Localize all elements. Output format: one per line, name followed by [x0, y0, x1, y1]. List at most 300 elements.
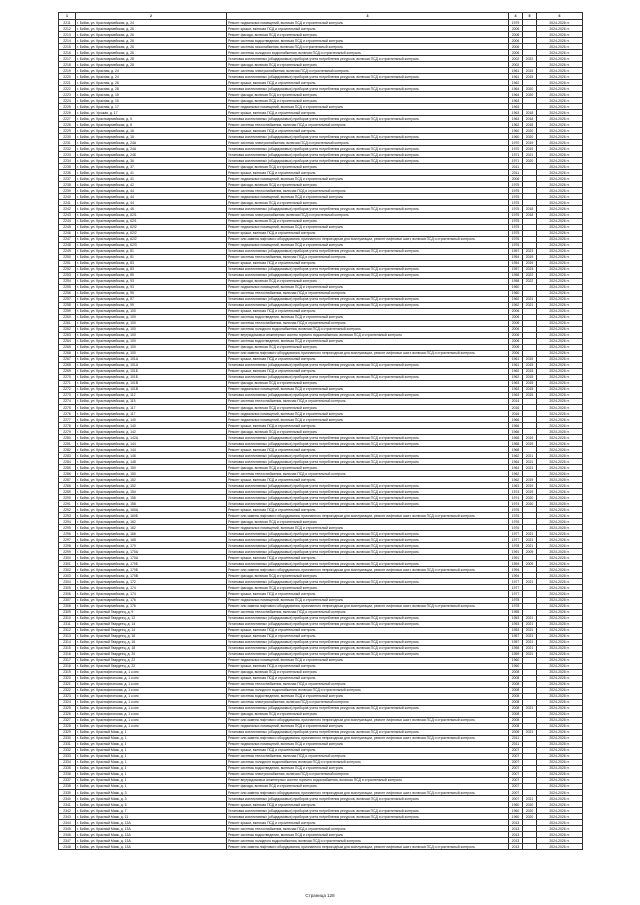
- period-cell: 2024-2026 гг.: [537, 441, 583, 447]
- period-cell: 2024-2026 гг.: [537, 657, 583, 663]
- build-year-cell: 1962: [509, 122, 523, 128]
- period-cell: 2024-2026 гг.: [537, 832, 583, 838]
- row-number: 2221: [59, 80, 76, 86]
- row-number: 2270: [59, 374, 76, 380]
- address-cell: г. Бийск, ул. Красный Маяк, д. 1: [76, 753, 227, 759]
- period-cell: 2024-2026 гг.: [537, 344, 583, 350]
- period-cell: 2024-2026 гг.: [537, 146, 583, 152]
- address-cell: г. Бийск, ул. Красный Гвардеец, д. 9: [76, 609, 227, 615]
- row-number: 2338: [59, 783, 76, 789]
- period-cell: 2024-2026 гг.: [537, 230, 583, 236]
- work-type-cell: Ремонт системы теплоснабжения, включая ПСД и строительный контроль: [227, 609, 509, 615]
- build-year-cell: 1970: [509, 140, 523, 146]
- work-type-cell: Ремонт подвальных помещений, включая ПСД и строительный контроль: [227, 20, 509, 26]
- period-cell: 2024-2026 гг.: [537, 206, 583, 212]
- address-cell: г. Бийск, ул. Красноармейская, д. 101А: [76, 356, 227, 362]
- address-cell: г. Бийск, ул. Красный Маяк, д. 1: [76, 783, 227, 789]
- period-cell: 2024-2026 гг.: [537, 435, 583, 441]
- work-type-cell: Ремонт фасада, включая ПСД и строительный контроль: [227, 182, 509, 188]
- work-type-cell: Ремонт крыши, включая ПСД и строительный контроль: [227, 477, 509, 483]
- work-type-cell: Ремонт крыши, включая ПСД и строительный контроль: [227, 627, 509, 633]
- row-number: 2348: [59, 844, 76, 850]
- row-number: 2344: [59, 820, 76, 826]
- work-type-cell: Ремонт подвальных помещений, включая ПСД и строительный контроль: [227, 176, 509, 182]
- address-cell: г. Бийск, ул. Красный Гвардеец, д. 22: [76, 663, 227, 669]
- work-type-cell: Ремонт подвальных помещений, включая ПСД и строительный контроль: [227, 224, 509, 230]
- row-number: 2263: [59, 332, 76, 338]
- build-year-cell: 1957: [509, 248, 523, 254]
- address-cell: г. Бийск, ул. Красноармейская, д. 162: [76, 519, 227, 525]
- build-year-cell: 1962: [509, 296, 523, 302]
- last-repair-year-cell: 2015: [523, 392, 537, 398]
- address-cell: г. Бийск, ул. Красноармейская, д. 100: [76, 350, 227, 356]
- period-cell: 2024-2026 гг.: [537, 808, 583, 814]
- address-cell: г. Бийск, ул. Красноармейская, д. 172: [76, 579, 227, 585]
- period-cell: 2024-2026 гг.: [537, 32, 583, 38]
- address-cell: г. Бийск, ул. Красноармейская, д. 42: [76, 182, 227, 188]
- build-year-cell: 1975: [509, 224, 523, 230]
- row-number: 2226: [59, 110, 76, 116]
- last-repair-year-cell: [523, 844, 537, 850]
- build-year-cell: 1971: [509, 158, 523, 164]
- row-number: 2249: [59, 248, 76, 254]
- build-year-cell: 1978: [509, 597, 523, 603]
- row-number: 2225: [59, 104, 76, 110]
- last-repair-year-cell: 2015: [523, 74, 537, 80]
- address-cell: г. Бийск, ул. Красноармейская, д. 62/1: [76, 212, 227, 218]
- page-footer: Страница 128: [305, 893, 335, 898]
- row-number: 2281: [59, 441, 76, 447]
- row-number: 2235: [59, 164, 76, 170]
- build-year-cell: 1977: [509, 579, 523, 585]
- period-cell: 2024-2026 гг.: [537, 26, 583, 32]
- build-year-cell: 1977: [509, 537, 523, 543]
- build-year-cell: 2007: [509, 747, 523, 753]
- row-number: 2273: [59, 392, 76, 398]
- row-number: 2237: [59, 176, 76, 182]
- address-cell: г. Бийск, ул. Красный Маяк, д. 1: [76, 759, 227, 765]
- period-cell: 2024-2026 гг.: [537, 669, 583, 675]
- build-year-cell: 2008: [509, 717, 523, 723]
- build-year-cell: 1994: [509, 561, 523, 567]
- work-type-cell: Ремонт крыши, включая ПСД и строительный контроль: [227, 802, 509, 808]
- last-repair-year-cell: 2015: [523, 368, 537, 374]
- address-cell: г. Бийск, ул. Красноармейская, д. 158: [76, 501, 227, 507]
- work-type-cell: Установка коллективных (общедомовых) приборов учета потребления ресурсов, включая ПСД и строительный контроль: [227, 531, 509, 537]
- work-type-cell: Ремонт системы теплоснабжения, включая ПСД и строительный контроль: [227, 398, 509, 404]
- address-cell: г. Бийск, ул. Красноармейская, д. 117: [76, 405, 227, 411]
- work-type-cell: Ремонт фасада, включая ПСД и строительный контроль: [227, 465, 509, 471]
- row-number: 2269: [59, 368, 76, 374]
- period-cell: 2024-2026 гг.: [537, 711, 583, 717]
- period-cell: 2024-2026 гг.: [537, 392, 583, 398]
- row-number: 2254: [59, 278, 76, 284]
- row-number: 2312: [59, 627, 76, 633]
- last-repair-year-cell: 2021: [523, 651, 537, 657]
- build-year-cell: 2006: [509, 32, 523, 38]
- address-cell: г. Бийск, ул. Красноармейская, д. 166: [76, 531, 227, 537]
- address-cell: г. Бийск, ул. Красноармейская, д. 62/3: [76, 242, 227, 248]
- build-year-cell: 1991: [509, 549, 523, 555]
- last-repair-year-cell: 2015: [523, 362, 537, 368]
- row-number: 2291: [59, 501, 76, 507]
- row-number: 2213: [59, 32, 76, 38]
- row-number: 2264: [59, 338, 76, 344]
- row-number: 2310: [59, 615, 76, 621]
- address-cell: г. Бийск, ул. Красный Маяк, д. 13А: [76, 832, 227, 838]
- period-cell: 2024-2026 гг.: [537, 477, 583, 483]
- row-number: 2334: [59, 759, 76, 765]
- period-cell: 2024-2026 гг.: [537, 374, 583, 380]
- work-type-cell: Ремонт системы холодного водоснабжения, включая ПСД и строительный контроль: [227, 838, 509, 844]
- work-type-cell: Ремонт подвальных помещений, включая ПСД и строительный контроль: [227, 284, 509, 290]
- build-year-cell: 2011: [509, 170, 523, 176]
- work-type-cell: Ремонт системы теплоснабжения, включая ПСД и строительный контроль: [227, 753, 509, 759]
- build-year-cell: 1960: [509, 657, 523, 663]
- period-cell: 2024-2026 гг.: [537, 302, 583, 308]
- address-cell: г. Бийск, ул. Красная, д. 17: [76, 104, 227, 110]
- work-type-cell: Ремонт системы водоотведения, включая ПСД и строительный контроль: [227, 314, 509, 320]
- work-type-cell: Ремонт системы водоотведения, включая ПСД и строительный контроль: [227, 693, 509, 699]
- address-cell: г. Бийск, ул. Красноармейская, д. 37: [76, 164, 227, 170]
- address-cell: г. Бийск, ул. Красноармейская, д. 62/1: [76, 218, 227, 224]
- work-type-cell: Ремонт системы электроснабжения, включая ПСД и строительный контроль: [227, 212, 509, 218]
- build-year-cell: 1960: [509, 128, 523, 134]
- last-repair-year-cell: 2015: [523, 374, 537, 380]
- work-type-cell: Установка коллективных (общедомовых) приборов учета потребления ресурсов, включая ПСД и строительный контроль: [227, 158, 509, 164]
- work-type-cell: Ремонт системы газоснабжения, включая ПСД и строительный контроль: [227, 44, 509, 50]
- period-cell: 2024-2026 гг.: [537, 783, 583, 789]
- work-type-cell: Установка коллективных (общедомовых) приборов учета потребления ресурсов, включая ПСД и строительный контроль: [227, 56, 509, 62]
- row-number: 2332: [59, 747, 76, 753]
- row-number: 2244: [59, 218, 76, 224]
- build-year-cell: 2016: [509, 405, 523, 411]
- period-cell: 2024-2026 гг.: [537, 735, 583, 741]
- work-type-cell: Ремонт подвальных помещений, включая ПСД и строительный контроль: [227, 657, 509, 663]
- address-cell: г. Бийск, ул. Красноармейская, д. 93: [76, 284, 227, 290]
- period-cell: 2024-2026 гг.: [537, 368, 583, 374]
- address-cell: г. Бийск, ул. Красноармейская, д. 24А: [76, 146, 227, 152]
- work-type-cell: Ремонт подвальных помещений, включая ПСД и строительный контроль: [227, 242, 509, 248]
- last-repair-year-cell: 2021: [523, 152, 537, 158]
- period-cell: 2024-2026 гг.: [537, 86, 583, 92]
- address-cell: г. Бийск, ул. Красноармейская, д. 24: [76, 20, 227, 26]
- address-cell: г. Бийск, ул. Красный Гвардеец, д. 18: [76, 645, 227, 651]
- row-number: 2293: [59, 513, 76, 519]
- period-cell: 2024-2026 гг.: [537, 260, 583, 266]
- period-cell: 2024-2026 гг.: [537, 753, 583, 759]
- work-type-cell: Ремонт системы теплоснабжения, включая ПСД и строительный контроль: [227, 681, 509, 687]
- period-cell: 2024-2026 гг.: [537, 507, 583, 513]
- build-year-cell: 1960: [509, 134, 523, 140]
- row-number: 2219: [59, 68, 76, 74]
- row-number: 2304: [59, 579, 76, 585]
- build-year-cell: 1955: [509, 609, 523, 615]
- work-type-cell: Ремонт крыши, включая ПСД и строительный контроль: [227, 128, 509, 134]
- work-type-cell: Ремонт или замена лифтового оборудования, признанного непригодным для эксплуатации, ремонт лифтовых шахт, включая ПСД и строительный контроль: [227, 567, 509, 573]
- row-number: 2309: [59, 609, 76, 615]
- last-repair-year-cell: 2019: [523, 477, 537, 483]
- work-type-cell: Установка коллективных (общедомовых) приборов учета потребления ресурсов, включая ПСД и строительный контроль: [227, 645, 509, 651]
- row-number: 2325: [59, 705, 76, 711]
- row-number: 2302: [59, 567, 76, 573]
- work-type-cell: Ремонт крыши, включая ПСД и строительный контроль: [227, 356, 509, 362]
- row-number: 2319: [59, 669, 76, 675]
- period-cell: 2024-2026 гг.: [537, 838, 583, 844]
- build-year-cell: 2006: [509, 44, 523, 50]
- period-cell: 2024-2026 гг.: [537, 284, 583, 290]
- work-type-cell: Ремонт крыши, включая ПСД и строительный контроль: [227, 663, 509, 669]
- row-number: 2257: [59, 296, 76, 302]
- work-type-cell: Ремонт системы холодного водоснабжения, включая ПСД и строительный контроль: [227, 326, 509, 332]
- period-cell: 2024-2026 гг.: [537, 74, 583, 80]
- work-type-cell: Установка коллективных (общедомовых) приборов учета потребления ресурсов, включая ПСД и строительный контроль: [227, 453, 509, 459]
- build-year-cell: 1964: [509, 465, 523, 471]
- address-cell: г. Бийск, ул. Красноармейская, д. 62/2: [76, 224, 227, 230]
- address-cell: г. Бийск, ул. Красноармейская, д. 83: [76, 266, 227, 272]
- build-year-cell: 2008: [509, 723, 523, 729]
- build-year-cell: 2006: [509, 176, 523, 182]
- address-cell: г. Бийск, ул. Красноармейская, д. 26: [76, 50, 227, 56]
- build-year-cell: 1958: [509, 272, 523, 278]
- build-year-cell: 1953: [509, 615, 523, 621]
- address-cell: г. Бийск, ул. Красноармейская, д. 44: [76, 194, 227, 200]
- row-number: 2308: [59, 603, 76, 609]
- period-cell: 2024-2026 гг.: [537, 200, 583, 206]
- period-cell: 2024-2026 гг.: [537, 272, 583, 278]
- build-year-cell: 2008: [509, 711, 523, 717]
- header-cell: 4: [509, 13, 523, 20]
- build-year-cell: 2006: [509, 344, 523, 350]
- address-cell: г. Бийск, ул. Красноармейская, д. 44: [76, 200, 227, 206]
- table-body: [59, 20, 583, 850]
- work-type-cell: Ремонт крыши, включая ПСД и строительный контроль: [227, 80, 509, 86]
- work-type-cell: Ремонт фасада, включая ПСД и строительный контроль: [227, 92, 509, 98]
- build-year-cell: 2016: [509, 411, 523, 417]
- build-year-cell: 1975: [509, 230, 523, 236]
- period-cell: 2024-2026 гг.: [537, 699, 583, 705]
- build-year-cell: 1957: [509, 639, 523, 645]
- build-year-cell: 1976: [509, 507, 523, 513]
- row-number: 2342: [59, 808, 76, 814]
- last-repair-year-cell: 2019: [523, 254, 537, 260]
- work-type-cell: Ремонт системы холодного водоснабжения, включая ПСД и строительный контроль: [227, 759, 509, 765]
- address-cell: г. Бийск, ул. Красноармейская, д. 174: [76, 591, 227, 597]
- period-cell: 2024-2026 гг.: [537, 513, 583, 519]
- row-number: 2330: [59, 735, 76, 741]
- address-cell: г. Бийск, ул. Красноармейская, д. 148: [76, 459, 227, 465]
- row-number: 2229: [59, 128, 76, 134]
- build-year-cell: 2008: [509, 669, 523, 675]
- build-year-cell: 1960: [509, 284, 523, 290]
- row-number: 2284: [59, 459, 76, 465]
- row-number: 2247: [59, 236, 76, 242]
- address-cell: г. Бийск, ул. Красный Маяк, д. 1: [76, 747, 227, 753]
- work-type-cell: Установка коллективных (общедомовых) приборов учета потребления ресурсов, включая ПСД и строительный контроль: [227, 435, 509, 441]
- build-year-cell: 2013: [509, 832, 523, 838]
- address-cell: г. Бийск, ул. Красноармейская, д. 140: [76, 423, 227, 429]
- address-cell: г. Бийск, ул. Красный Гвардеец, д. 22: [76, 657, 227, 663]
- address-cell: г. Бийск, ул. Красный Маяк, д. 13А: [76, 826, 227, 832]
- row-number: 2238: [59, 182, 76, 188]
- address-cell: г. Бийск, ул. Красноармейская, д. 101В: [76, 386, 227, 392]
- last-repair-year-cell: 2020: [523, 92, 537, 98]
- address-cell: г. Бийск, ул. Красноармейская, д. 101Б: [76, 374, 227, 380]
- last-repair-year-cell: 2021: [523, 296, 537, 302]
- build-year-cell: 1957: [509, 633, 523, 639]
- row-number: 2265: [59, 344, 76, 350]
- row-number: 2322: [59, 687, 76, 693]
- build-year-cell: 1960: [509, 814, 523, 820]
- period-cell: 2024-2026 гг.: [537, 290, 583, 296]
- period-cell: 2024-2026 гг.: [537, 543, 583, 549]
- period-cell: 2024-2026 гг.: [537, 747, 583, 753]
- build-year-cell: 1953: [509, 621, 523, 627]
- address-cell: г. Бийск, ул. Красноармейская, д. 115: [76, 398, 227, 404]
- last-repair-year-cell: 2021: [523, 579, 537, 585]
- period-cell: 2024-2026 гг.: [537, 332, 583, 338]
- address-cell: г. Бийск, ул. Краснофлотская, д. 1 к.сек: [76, 723, 227, 729]
- work-type-cell: Ремонт крыши, включая ПСД и строительный контроль: [227, 26, 509, 32]
- period-cell: 2024-2026 гг.: [537, 609, 583, 615]
- row-number: 2323: [59, 693, 76, 699]
- address-cell: г. Бийск, ул. Красный Маяк, д. 5: [76, 802, 227, 808]
- last-repair-year-cell: 2021: [523, 627, 537, 633]
- address-cell: г. Бийск, ул. Красная, д. 26: [76, 80, 227, 86]
- period-cell: 2024-2026 гг.: [537, 104, 583, 110]
- address-cell: г. Бийск, ул. Красный Маяк, д. 1: [76, 729, 227, 735]
- work-type-cell: Ремонт системы холодного водоснабжения, включая ПСД и строительный контроль: [227, 687, 509, 693]
- build-year-cell: 1994: [509, 573, 523, 579]
- header-cell: 6: [537, 13, 583, 20]
- period-cell: 2024-2026 гг.: [537, 38, 583, 44]
- build-year-cell: 1963: [509, 380, 523, 386]
- work-type-cell: Ремонт подвальных помещений, включая ПСД и строительный контроль: [227, 417, 509, 423]
- header-cell: 3: [227, 13, 509, 20]
- row-number: 2329: [59, 729, 76, 735]
- build-year-cell: 1978: [509, 603, 523, 609]
- work-type-cell: Установка коллективных (общедомовых) приборов учета потребления ресурсов, включая ПСД и строительный контроль: [227, 501, 509, 507]
- row-number: 2277: [59, 417, 76, 423]
- address-cell: г. Бийск, ул. Красноармейская, д. 101А: [76, 362, 227, 368]
- work-type-cell: Ремонт или замена лифтового оборудования, признанного непригодным для эксплуатации, ремонт лифтовых шахт, включая ПСД и строительный контроль: [227, 735, 509, 741]
- period-cell: 2024-2026 гг.: [537, 314, 583, 320]
- row-number: 2282: [59, 447, 76, 453]
- period-cell: 2024-2026 гг.: [537, 140, 583, 146]
- work-type-cell: Ремонт фасада, включая ПСД и строительный контроль: [227, 62, 509, 68]
- row-number: 2331: [59, 741, 76, 747]
- period-cell: 2024-2026 гг.: [537, 405, 583, 411]
- last-repair-year-cell: 2021: [523, 302, 537, 308]
- address-cell: г. Бийск, ул. Краснофлотская, д. 1 к.сек: [76, 675, 227, 681]
- table-header-row: [59, 13, 583, 20]
- row-number: 2295: [59, 525, 76, 531]
- period-cell: 2024-2026 гг.: [537, 80, 583, 86]
- address-cell: г. Бийск, ул. Красноармейская, д. 81: [76, 254, 227, 260]
- row-number: 2243: [59, 212, 76, 218]
- period-cell: 2024-2026 гг.: [537, 777, 583, 783]
- row-number: 2258: [59, 302, 76, 308]
- last-repair-year-cell: 2019: [523, 140, 537, 146]
- row-number: 2335: [59, 765, 76, 771]
- period-cell: 2024-2026 гг.: [537, 591, 583, 597]
- row-number: 2313: [59, 633, 76, 639]
- period-cell: 2024-2026 гг.: [537, 212, 583, 218]
- last-repair-year-cell: 2021: [523, 705, 537, 711]
- row-number: 2241: [59, 200, 76, 206]
- build-year-cell: 2013: [509, 844, 523, 850]
- period-cell: 2024-2026 гг.: [537, 705, 583, 711]
- build-year-cell: 1976: [509, 525, 523, 531]
- build-year-cell: 2007: [509, 796, 523, 802]
- address-cell: г. Бийск, ул. Красноармейская, д. 170: [76, 543, 227, 549]
- work-type-cell: Ремонт крыши, включая ПСД и строительный контроль: [227, 633, 509, 639]
- work-type-cell: Установка коллективных (общедомовых) приборов учета потребления ресурсов, включая ПСД и строительный контроль: [227, 362, 509, 368]
- build-year-cell: 1963: [509, 116, 523, 122]
- build-year-cell: 1971: [509, 152, 523, 158]
- work-type-cell: Ремонт фасада, включая ПСД и строительный контроль: [227, 669, 509, 675]
- period-cell: 2024-2026 гг.: [537, 681, 583, 687]
- period-cell: 2024-2026 гг.: [537, 459, 583, 465]
- last-repair-year-cell: 2009: [523, 561, 537, 567]
- address-cell: г. Бийск, ул. Краснофлотская, д. 1 к.сек: [76, 705, 227, 711]
- work-type-cell: Ремонт системы электроснабжения, включая ПСД и строительный контроль: [227, 140, 509, 146]
- period-cell: 2024-2026 гг.: [537, 296, 583, 302]
- last-repair-year-cell: 2015: [523, 356, 537, 362]
- period-cell: 2024-2026 гг.: [537, 645, 583, 651]
- build-year-cell: 1968: [509, 435, 523, 441]
- work-type-cell: Ремонт фасада, включая ПСД и строительный контроль: [227, 98, 509, 104]
- row-number: 2245: [59, 224, 76, 230]
- build-year-cell: 1977: [509, 585, 523, 591]
- header-cell: 5: [523, 13, 537, 20]
- build-year-cell: 1975: [509, 212, 523, 218]
- period-cell: 2024-2026 гг.: [537, 826, 583, 832]
- row-number: 2218: [59, 62, 76, 68]
- work-type-cell: Ремонт крыши, включая ПСД и строительный контроль: [227, 675, 509, 681]
- work-type-cell: Ремонт или замена лифтового оборудования, признанного непригодным для эксплуатации, ремонт лифтовых шахт, включая ПСД и строительный контроль: [227, 717, 509, 723]
- last-repair-year-cell: 2015: [523, 380, 537, 386]
- build-year-cell: 1962: [509, 477, 523, 483]
- work-type-cell: Установка коллективных (общедомовых) приборов учета потребления ресурсов, включая ПСД и строительный контроль: [227, 86, 509, 92]
- work-type-cell: Установка коллективных (общедомовых) приборов учета потребления ресурсов, включая ПСД и строительный контроль: [227, 152, 509, 158]
- work-type-cell: Ремонт системы теплоснабжения, включая ПСД и строительный контроль: [227, 188, 509, 194]
- work-type-cell: Установка коллективных (общедомовых) приборов учета потребления ресурсов, включая ПСД и строительный контроль: [227, 615, 509, 621]
- last-repair-year-cell: 2020: [523, 134, 537, 140]
- build-year-cell: 1958: [509, 278, 523, 284]
- last-repair-year-cell: 2019: [523, 260, 537, 266]
- address-cell: г. Бийск, ул. Красный Маяк, д. 13А: [76, 820, 227, 826]
- period-cell: 2024-2026 гг.: [537, 188, 583, 194]
- last-repair-year-cell: 2021: [523, 639, 537, 645]
- work-type-cell: Установка коллективных (общедомовых) приборов учета потребления ресурсов, включая ПСД и строительный контроль: [227, 248, 509, 254]
- work-type-cell: Ремонт фасада, включая ПСД и строительный контроль: [227, 380, 509, 386]
- work-type-cell: Ремонт крыши, включая ПСД и строительный контроль: [227, 110, 509, 116]
- period-cell: 2024-2026 гг.: [537, 266, 583, 272]
- document-page: [58, 12, 582, 850]
- period-cell: 2024-2026 гг.: [537, 717, 583, 723]
- build-year-cell: 2006: [509, 332, 523, 338]
- build-year-cell: 2008: [509, 693, 523, 699]
- work-type-cell: Ремонт системы водоотведения, включая ПСД и строительный контроль: [227, 338, 509, 344]
- build-year-cell: 2008: [509, 699, 523, 705]
- address-cell: г. Бийск, ул. Красноармейская, д. 170В: [76, 573, 227, 579]
- build-year-cell: 1976: [509, 242, 523, 248]
- build-year-cell: 1974: [509, 501, 523, 507]
- period-cell: 2024-2026 гг.: [537, 236, 583, 242]
- period-cell: 2024-2026 гг.: [537, 687, 583, 693]
- period-cell: 2024-2026 гг.: [537, 675, 583, 681]
